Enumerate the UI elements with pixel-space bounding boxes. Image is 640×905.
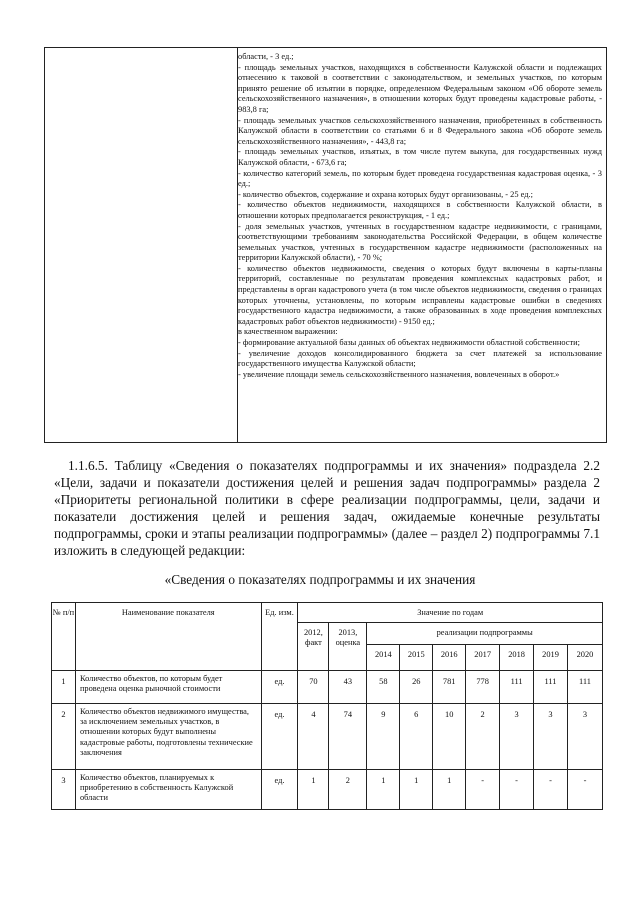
result-line: - площадь земельных участков, изъятых, в том числе путем выкупа, для государственных нужд Калужской области, - 673,6 га; xyxy=(238,147,602,167)
header-year: 2014 xyxy=(367,645,400,671)
row-value: - xyxy=(534,770,568,810)
row-value: 111 xyxy=(500,671,534,704)
row-value: 2 xyxy=(466,704,500,770)
result-line: - количество объектов недвижимости, сведения о которых будут включены в карты-планы территорий, составленные по результатам проведения комплексных кадастровых работ, и представлены в орган кадастрового учета (в том числе объектов недвижимости, сведения о границах которых уточнены, установлены, по которым исправлены кадастровые ошибки в сведениях государственного кадастра недвижимости, а также образованных в ходе проведения комплексных кадастровых работ объектов недвижимости) - 9150 ед.; xyxy=(238,263,602,326)
header-year: 2015 xyxy=(400,645,433,671)
row-value: 1 xyxy=(367,770,400,810)
header-2012: 2012, факт xyxy=(298,623,329,671)
row-value: - xyxy=(567,770,602,810)
row-value: 111 xyxy=(567,671,602,704)
row-value: 10 xyxy=(433,704,466,770)
amendment-paragraph xyxy=(54,458,600,559)
header-2013: 2013, оценка xyxy=(329,623,367,671)
empty-left-cell xyxy=(45,48,238,442)
result-line: области, - 3 ед.; xyxy=(238,52,294,61)
row-value: 1 xyxy=(433,770,466,810)
result-line: - площадь земельных участков, находящихся в собственности Калужской области и подлежащих отнесению к таковой в соответствии с законодательством, и земельных участков, по которым принято решение об изъятии в порядке, определенном Федеральным законом «Об обороте земель сельскохозяйственного назначения», в отношении которых будут проведены кадастровые работы, - 983,8 га; xyxy=(238,62,602,114)
row-value: 74 xyxy=(329,704,367,770)
row-unit: ед. xyxy=(261,770,298,810)
row-value: 43 xyxy=(329,671,367,704)
result-line: - доля земельных участков, учтенных в государственном кадастре недвижимости, с границами, соответствующими требованиям законодательства Российской Федерации, в общем количестве земельных участков, учтенных в государственном кадастре недвижимости (расположенных на территории Калужской области), - 70 %; xyxy=(238,221,602,263)
row-value: 111 xyxy=(534,671,568,704)
row-name: Количество объектов, по которым будет проведена оценка рыночной стоимости xyxy=(75,671,261,704)
row-num: 3 xyxy=(52,770,76,810)
row-unit: ед. xyxy=(261,704,298,770)
header-implementation: реализации подпрограммы xyxy=(367,623,603,645)
result-line: - площадь земельных участков сельскохозяйственного назначения, приобретенных в собственность Калужской области в соответствии со статьями 6 и 8 Федерального закона «Об обороте земель сельскохозяйственного назначения», - 443,8 га; xyxy=(238,115,602,146)
row-value: 6 xyxy=(400,704,433,770)
row-value: 781 xyxy=(433,671,466,704)
row-value: 3 xyxy=(500,704,534,770)
row-value: 26 xyxy=(400,671,433,704)
row-value: 3 xyxy=(567,704,602,770)
row-value: 778 xyxy=(466,671,500,704)
row-value: 3 xyxy=(534,704,568,770)
row-num: 2 xyxy=(52,704,76,770)
amendment-text: 1.1.6.5. Таблицу «Сведения о показателях подпрограммы и их значения» подраздела 2.2 «Цели, задачи и показатели достижения целей и решения задач подпрограммы» раздела 2 «Приоритеты региональной политики в сфере реализации подпрограммы, цели, задачи и показатели достижения целей и решения задач, ожидаемые конечные результаты подпрограммы, сроки и этапы реализации подпрограммы» (далее – раздел 2) подпрограммы 7.1 изложить в следующей редакции: xyxy=(54,458,600,558)
row-value: - xyxy=(466,770,500,810)
row-name: Количество объектов недвижимого имущества, за исключением земельных участков, в отношении которых будут выполнены кадастровые работы, подготовлены технические заключения xyxy=(75,704,261,770)
result-line: - количество объектов, содержание и охрана которых будут организованы, - 25 ед.; xyxy=(238,189,533,199)
header-unit: Ед. изм. xyxy=(261,603,298,671)
row-value: - xyxy=(500,770,534,810)
result-line: - количество объектов недвижимости, находящихся в собственности Калужской области, в отношении которых предполагается реконструкция, - 1 ед.; xyxy=(238,200,602,220)
header-year: 2020 xyxy=(567,645,602,671)
result-line: в качественном выражении: xyxy=(238,327,338,337)
table-row xyxy=(52,704,603,770)
row-value: 9 xyxy=(367,704,400,770)
header-values-by-year: Значение по годам xyxy=(298,603,603,623)
expected-results-cell xyxy=(238,52,602,440)
row-value: 4 xyxy=(298,704,329,770)
header-year: 2016 xyxy=(433,645,466,671)
row-value: 1 xyxy=(400,770,433,810)
row-value: 2 xyxy=(329,770,367,810)
result-line: - увеличение площади земель сельскохозяйственного назначения, вовлеченных в оборот.» xyxy=(238,369,560,379)
row-value: 70 xyxy=(298,671,329,704)
result-line: - формирование актуальной базы данных об объектах недвижимости областной собственности; xyxy=(238,338,580,348)
continuation-table xyxy=(44,47,607,443)
row-num: 1 xyxy=(52,671,76,704)
row-value: 58 xyxy=(367,671,400,704)
result-line: - количество категорий земель, по которым будет проведена государственная кадастровая оценка, - 3 ед.; xyxy=(238,168,602,189)
header-name: Наименование показателя xyxy=(75,603,261,671)
table-title: «Сведения о показателях подпрограммы и их значения xyxy=(164,572,476,587)
result-line: - увеличение доходов консолидированного бюджета за счет платежей за использование государственного имущества Калужской области; xyxy=(238,348,602,369)
indicators-table xyxy=(51,602,603,810)
header-year: 2018 xyxy=(500,645,534,671)
row-value: 1 xyxy=(298,770,329,810)
header-year: 2017 xyxy=(466,645,500,671)
row-name: Количество объектов, планируемых к приобретению в собственность Калужской области xyxy=(75,770,261,810)
table-row xyxy=(52,770,603,810)
header-num: № п/п xyxy=(52,603,76,671)
table-row xyxy=(52,671,603,704)
row-unit: ед. xyxy=(261,671,298,704)
header-year: 2019 xyxy=(534,645,568,671)
